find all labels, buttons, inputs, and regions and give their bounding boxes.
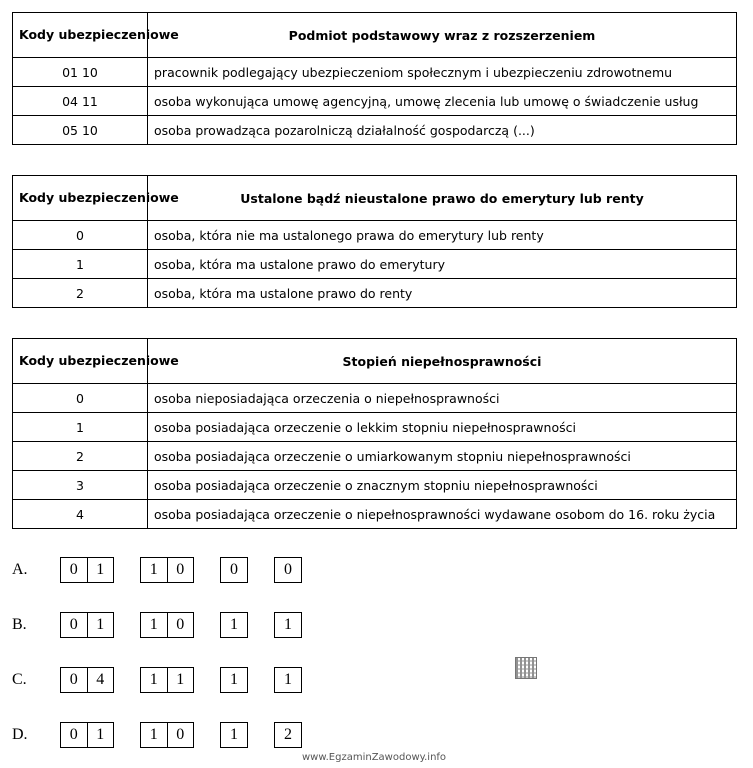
code-box-single <box>274 557 302 583</box>
code-cell: 2 <box>13 279 148 308</box>
code-digit: 0 <box>69 671 78 688</box>
table-row <box>13 413 737 442</box>
code-digit: 0 <box>69 561 78 578</box>
column-header-description: Stopień niepełnosprawności <box>148 339 737 384</box>
description-cell: pracownik podlegający ubezpieczeniom społecznym i ubezpieczeniu zdrowotnemu <box>148 58 737 87</box>
code-digit: 0 <box>167 723 194 747</box>
code-digit: 1 <box>149 616 158 633</box>
code-cell: 1 <box>13 413 148 442</box>
description-cell: osoba, która nie ma ustalonego prawa do emerytury lub renty <box>148 221 737 250</box>
table-header-row <box>13 339 737 384</box>
code-box-pair <box>60 667 114 693</box>
code-cell: 2 <box>13 442 148 471</box>
insurance-code-table-1 <box>12 12 737 145</box>
code-cell: 1 <box>13 250 148 279</box>
description-cell: osoba posiadająca orzeczenie o znacznym stopniu niepełnosprawności <box>148 471 737 500</box>
code-digit: 0 <box>284 561 292 578</box>
code-cell: 05 10 <box>13 116 148 145</box>
code-digit: 0 <box>230 561 238 578</box>
column-header-code: Kody ubezpieczeniowe <box>13 339 148 384</box>
column-header-description: Podmiot podstawowy wraz z rozszerzeniem <box>148 13 737 58</box>
table-row <box>13 87 737 116</box>
code-digit: 1 <box>149 726 158 743</box>
site-watermark: www.EgzaminZawodowy.info <box>302 752 447 763</box>
table-row <box>13 279 737 308</box>
table-row <box>13 58 737 87</box>
code-digit: 0 <box>69 616 78 633</box>
option-letter: B. <box>12 616 27 633</box>
code-box-pair <box>140 612 194 638</box>
description-cell: osoba prowadząca pozarolniczą działalność gospodarczą (...) <box>148 116 737 145</box>
code-box-single <box>220 667 248 693</box>
code-box-pair <box>140 722 194 748</box>
code-digit: 1 <box>230 616 238 633</box>
code-cell: 0 <box>13 384 148 413</box>
table-row <box>13 471 737 500</box>
description-cell: osoba, która ma ustalone prawo do emerytury <box>148 250 737 279</box>
description-cell: osoba wykonująca umowę agencyjną, umowę zlecenia lub umowę o świadczenie usług <box>148 87 737 116</box>
code-box-single <box>220 722 248 748</box>
table-row <box>13 221 737 250</box>
table-header-row <box>13 13 737 58</box>
code-digit: 4 <box>87 668 114 692</box>
table-row <box>13 500 737 529</box>
column-header-description: Ustalone bądź nieustalone prawo do emerytury lub renty <box>148 176 737 221</box>
table-header-row <box>13 176 737 221</box>
code-digit: 1 <box>284 616 292 633</box>
code-box-single <box>274 722 302 748</box>
table-row <box>13 384 737 413</box>
code-box-pair <box>60 612 114 638</box>
table-row <box>13 116 737 145</box>
code-cell: 01 10 <box>13 58 148 87</box>
code-box-single <box>220 557 248 583</box>
code-digit: 0 <box>167 558 194 582</box>
code-box-single <box>274 612 302 638</box>
qr-code-icon <box>515 657 537 679</box>
option-letter: C. <box>12 671 27 688</box>
description-cell: osoba nieposiadająca orzeczenia o niepełnosprawności <box>148 384 737 413</box>
code-cell: 3 <box>13 471 148 500</box>
insurance-code-table-2 <box>12 175 737 308</box>
column-header-code: Kody ubezpieczeniowe <box>13 176 148 221</box>
code-cell: 4 <box>13 500 148 529</box>
code-digit: 1 <box>87 613 114 637</box>
option-letter: D. <box>12 726 28 743</box>
insurance-code-table-3 <box>12 338 737 529</box>
code-digit: 1 <box>167 668 194 692</box>
table-row <box>13 250 737 279</box>
description-cell: osoba posiadająca orzeczenie o niepełnosprawności wydawane osobom do 16. roku życia <box>148 500 737 529</box>
description-cell: osoba posiadająca orzeczenie o umiarkowanym stopniu niepełnosprawności <box>148 442 737 471</box>
code-digit: 1 <box>87 723 114 747</box>
code-box-pair <box>60 722 114 748</box>
code-digit: 2 <box>284 726 292 743</box>
code-digit: 1 <box>149 671 158 688</box>
code-cell: 0 <box>13 221 148 250</box>
code-digit: 0 <box>167 613 194 637</box>
code-digit: 0 <box>69 726 78 743</box>
code-box-pair <box>60 557 114 583</box>
code-box-single <box>274 667 302 693</box>
code-digit: 1 <box>149 561 158 578</box>
code-box-pair <box>140 557 194 583</box>
code-digit: 1 <box>87 558 114 582</box>
code-box-pair <box>140 667 194 693</box>
code-digit: 1 <box>230 671 238 688</box>
code-cell: 04 11 <box>13 87 148 116</box>
table-row <box>13 442 737 471</box>
column-header-code: Kody ubezpieczeniowe <box>13 13 148 58</box>
description-cell: osoba, która ma ustalone prawo do renty <box>148 279 737 308</box>
code-box-single <box>220 612 248 638</box>
option-letter: A. <box>12 561 28 578</box>
description-cell: osoba posiadająca orzeczenie o lekkim stopniu niepełnosprawności <box>148 413 737 442</box>
code-digit: 1 <box>230 726 238 743</box>
code-digit: 1 <box>284 671 292 688</box>
